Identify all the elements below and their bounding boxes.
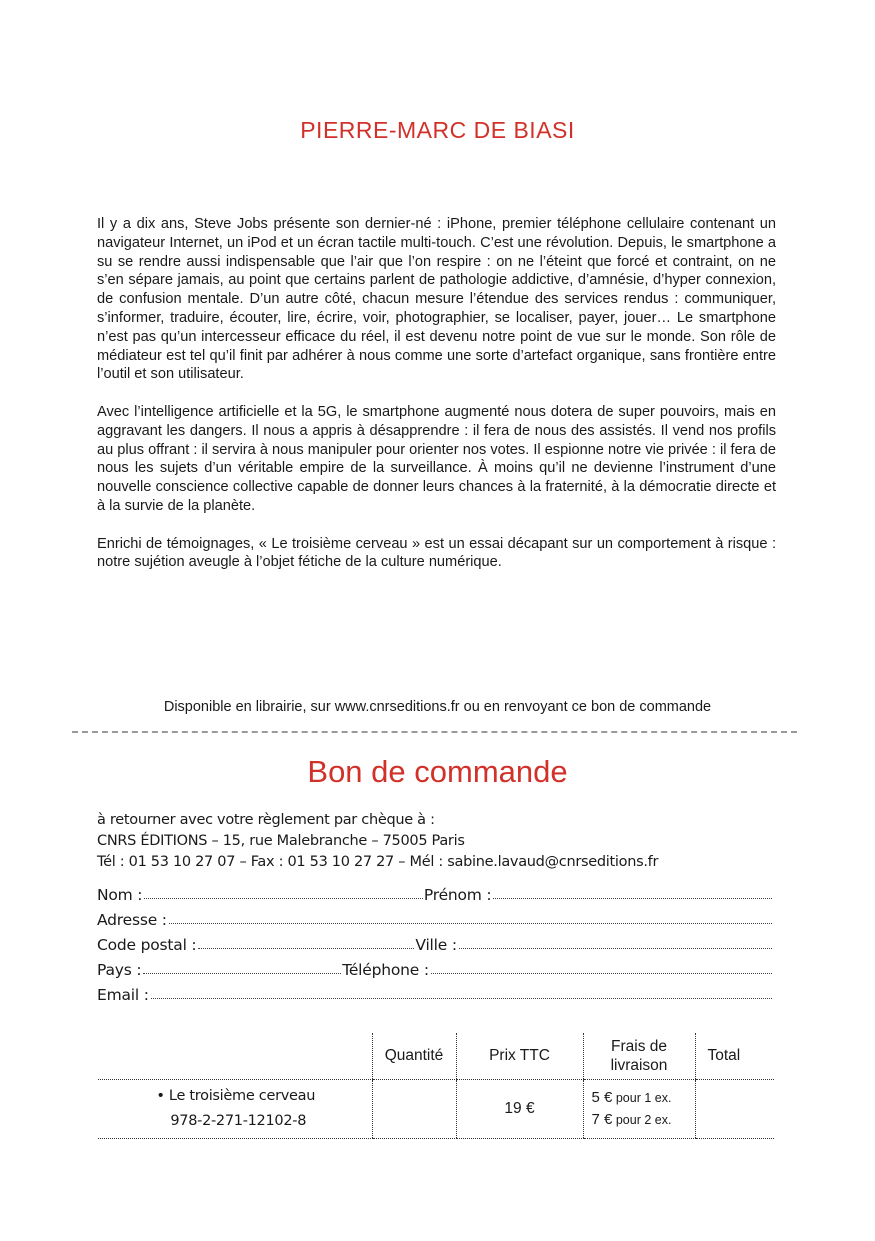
form-row-city bbox=[97, 932, 773, 954]
quantite-input[interactable] bbox=[372, 1080, 456, 1139]
telephone-field[interactable] bbox=[431, 973, 772, 974]
form-row-email bbox=[97, 982, 773, 1004]
pays-label: Pays : bbox=[97, 961, 142, 979]
header-frais-livraison bbox=[583, 1033, 695, 1080]
total-input[interactable] bbox=[695, 1080, 774, 1139]
order-form-title: Bon de commande bbox=[307, 754, 568, 789]
nom-field[interactable] bbox=[144, 898, 423, 899]
paragraph-2: Avec l’intelligence artificielle et la 5G, le smartphone augmenté nous dotera de super pouvoirs, mais en aggravant les dangers. Il nous a appris à désapprendre : il fera de nous des assistés. Il vend nos profils au plus offrant : il servira à nous manipuler pour orienter nos votes. Il espionne notre vie privée : il fera de nous les sujets d’un véritable empire de la surveillance. À moins qu’il ne devienne l’instrument d’une nouvelle conscience collective capable de donner leurs chances à la fraternité, à la démocratie directe et à la survie de la planète. bbox=[97, 403, 776, 514]
code-postal-field[interactable] bbox=[198, 948, 414, 949]
email-label: Email : bbox=[97, 986, 149, 1004]
header-empty-cell bbox=[98, 1033, 372, 1080]
order-table bbox=[98, 1033, 774, 1139]
order-table-header bbox=[98, 1033, 774, 1080]
header-total: Total bbox=[695, 1033, 774, 1080]
book-description bbox=[97, 215, 776, 591]
author-name: PIERRE-MARC DE BIASI bbox=[300, 117, 575, 143]
header-quantite: Quantité bbox=[372, 1033, 456, 1080]
shipping-2-label: pour 2 ex. bbox=[612, 1113, 672, 1127]
address-line-3: Tél : 01 53 10 27 07 – Fax : 01 53 10 27 27 – Mél : sabine.lavaud@cnrseditions.fr bbox=[97, 854, 659, 870]
table-row bbox=[98, 1080, 774, 1139]
form-row-address bbox=[97, 907, 773, 929]
form-row-country bbox=[97, 957, 773, 979]
prenom-label: Prénom : bbox=[423, 886, 492, 904]
availability-note: Disponible en librairie, sur www.cnrseditions.fr ou en renvoyant ce bon de commande bbox=[163, 699, 712, 715]
adresse-label: Adresse : bbox=[97, 911, 167, 929]
nom-label: Nom : bbox=[97, 886, 143, 904]
item-isbn: 978-2-271-12102-8 bbox=[170, 1113, 307, 1129]
address-line-2: CNRS ÉDITIONS – 15, rue Malebranche – 75005 Paris bbox=[97, 833, 465, 849]
item-cell bbox=[98, 1080, 372, 1139]
cut-line-divider bbox=[72, 731, 797, 733]
address-line-1: à retourner avec votre règlement par chèque à : bbox=[97, 812, 435, 828]
ville-field[interactable] bbox=[459, 948, 772, 949]
shipping-2-price: 7 € bbox=[591, 1111, 613, 1128]
adresse-field[interactable] bbox=[169, 923, 772, 924]
paragraph-1: Il y a dix ans, Steve Jobs présente son dernier-né : iPhone, premier téléphone cellulaire contenant un navigateur Internet, un iPod et un écran tactile multi-touch. C’est une révolution. Depuis, le smartphone a su se rendre aussi indispensable que l’air que l’on respire : on ne l’éteint que forcé et contraint, on ne s’en sépare jamais, au point que certains parlent de pathologie addictive, d’amnésie, d’hyper connexion, de confusion mentale. D’un autre côté, chacun mesure l’étendue des services rendus : communiquer, s’informer, traduire, écouter, lire, écrire, voir, photographier, se localiser, payer, jouer… Le smartphone n’est pas qu’un intercesseur efficace du réel, il est devenu notre point de vue sur le monde. Son rôle de médiateur est tel qu’il finit par adhérer à nous comme une sorte d’artefact organique, sans frontière entre l’outil et son utilisateur. bbox=[97, 216, 776, 383]
header-frais-line1: Frais de bbox=[611, 1038, 667, 1055]
shipping-cell bbox=[583, 1080, 695, 1139]
telephone-label: Téléphone : bbox=[342, 961, 429, 979]
item-price: 19 € bbox=[456, 1080, 583, 1139]
header-frais-line2: livraison bbox=[610, 1057, 668, 1074]
shipping-option-2 bbox=[592, 1109, 695, 1131]
pays-field[interactable] bbox=[143, 973, 341, 974]
shipping-1-label: pour 1 ex. bbox=[612, 1091, 672, 1105]
item-title: • Le troisième cerveau bbox=[156, 1088, 316, 1104]
paragraph-3: Enrichi de témoignages, « Le troisième cerveau » est un essai décapant sur un comportement à risque : notre sujétion aveugle à l’objet fétiche de la culture numérique. bbox=[97, 535, 776, 571]
order-address-block bbox=[97, 810, 658, 873]
code-postal-label: Code postal : bbox=[97, 936, 197, 954]
email-field[interactable] bbox=[151, 998, 772, 999]
form-row-name bbox=[97, 882, 773, 904]
header-prix-ttc: Prix TTC bbox=[456, 1033, 583, 1080]
prenom-field[interactable] bbox=[493, 898, 772, 899]
shipping-option-1 bbox=[592, 1087, 695, 1109]
ville-label: Ville : bbox=[415, 936, 457, 954]
shipping-1-price: 5 € bbox=[591, 1089, 613, 1106]
